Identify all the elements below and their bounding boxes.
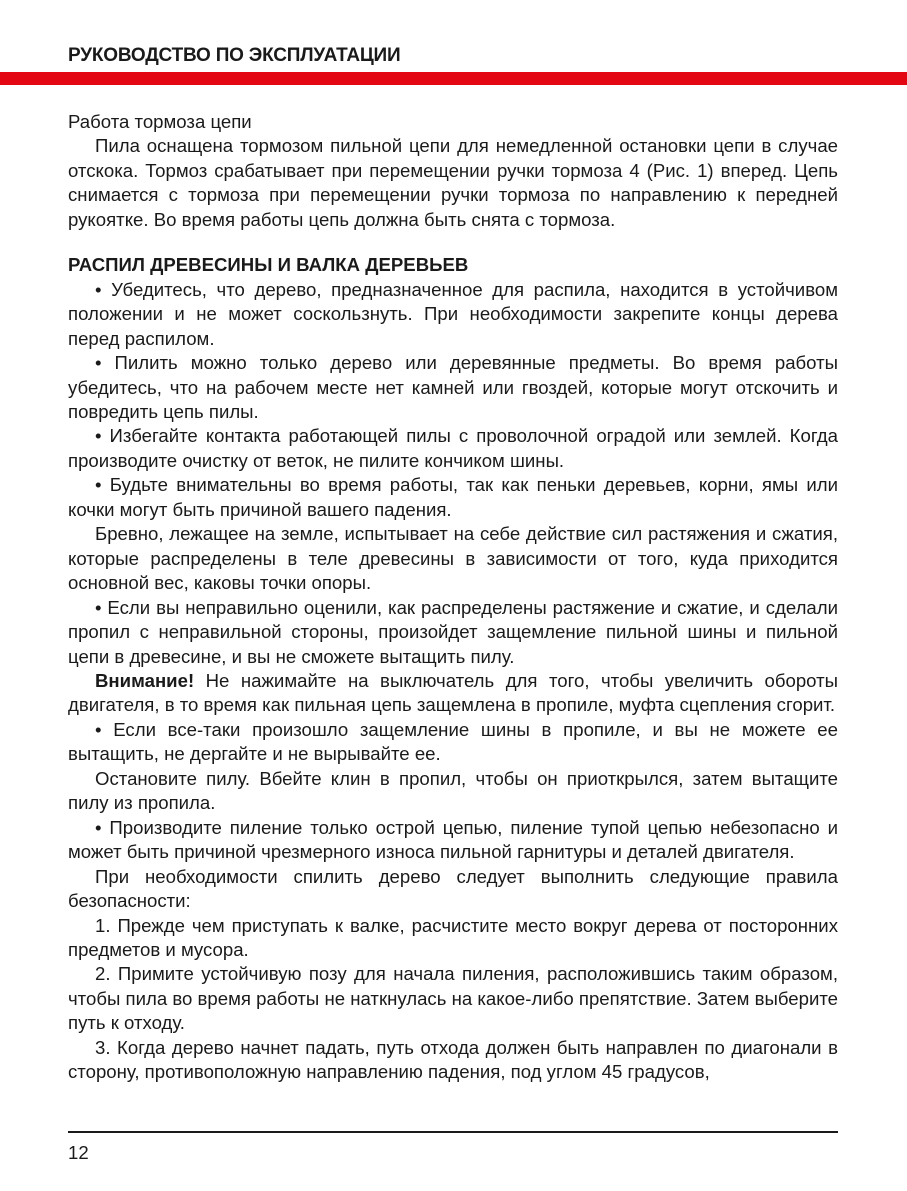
list-item: 3. Когда дерево начнет падать, путь отхода должен быть направлен по диагонали в сторону, противоположную направлению падения, под углом 45 градусов, bbox=[68, 1036, 838, 1083]
warning-label: Внимание! bbox=[95, 669, 195, 691]
list-item: 1. Прежде чем приступать к валке, расчистите место вокруг дерева от посторонних предметов и мусора. bbox=[68, 914, 838, 960]
subsection-title: Работа тормоза цепи bbox=[68, 111, 252, 132]
paragraph: • Будьте внимательны во время работы, так как пеньки деревьев, корни, ямы или кочки могут быть причиной вашего падения. bbox=[68, 474, 838, 520]
paragraph: • Если все-таки произошло защемление шины в пропиле, и вы не можете ее вытащить, не дергайте и не вырывайте ее. bbox=[68, 718, 838, 765]
paragraph: • Если вы неправильно оценили, как распределены растяжение и сжатие, и сделали пропил с неправильной стороны, произойдет защемление пильной шины и пильной цепи в древесине, и вы не сможете вытащить пилу. bbox=[68, 596, 838, 667]
paragraph: Бревно, лежащее на земле, испытывает на себе действие сил растяжения и сжатия, которые распределены в теле древесины в зависимости от того, куда приходится основной вес, каковы точки опоры. bbox=[68, 523, 838, 594]
list-item: 2. Примите устойчивую позу для начала пиления, расположившись таким образом, чтобы пила во время работы не наткнулась на какое-либо препятствие. Затем выберите путь к отходу. bbox=[68, 963, 838, 1034]
paragraph: Пила оснащена тормозом пильной цепи для немедленной остановки цепи в случае отскока. Тормоз срабатывает при перемещении ручки тормоза 4 (Рис. 1) вперед. Цепь снимается с тормоза при перемещении ручки тормоза по направлению к передней рукоятке. Во время работы цепь должна быть снята с тормоза. bbox=[68, 135, 838, 230]
running-header: РУКОВОДСТВО ПО ЭКСПЛУАТАЦИИ bbox=[68, 45, 401, 66]
page-content bbox=[68, 110, 838, 1085]
paragraph: • Убедитесь, что дерево, предназначенное для распила, находится в устойчивом положении и не может соскользнуть. При необходимости закрепите концы дерева перед распилом. bbox=[68, 278, 838, 349]
page-number: 12 bbox=[68, 1142, 89, 1163]
paragraph: • Избегайте контакта работающей пилы с проволочной оградой или землей. Когда производите очистку от веток, не пилите кончиком шины. bbox=[68, 425, 838, 471]
paragraph: • Пилить можно только дерево или деревянные предметы. Во время работы убедитесь, что на рабочем месте нет камней или гвоздей, которые могут отскочить и повредить цепь пилы. bbox=[68, 352, 838, 422]
warning-text: Не нажимайте на выключатель для того, чтобы увеличить обороты двигателя, в то время как пильная цепь защемлена в пропиле, муфта сцепления сгорит. bbox=[68, 669, 838, 716]
paragraph: Остановите пилу. Вбейте клин в пропил, чтобы он приоткрылся, затем вытащите пилу из пропила. bbox=[68, 767, 838, 814]
header-red-bar bbox=[0, 72, 907, 85]
warning-paragraph bbox=[68, 669, 838, 718]
paragraph: • Производите пиление только острой цепью, пиление тупой цепью небезопасно и может быть причиной чрезмерного износа пильной гарнитуры и деталей двигателя. bbox=[68, 816, 838, 863]
section-heading: РАСПИЛ ДРЕВЕСИНЫ И ВАЛКА ДЕРЕВЬЕВ bbox=[68, 254, 469, 276]
paragraph: При необходимости спилить дерево следует выполнить следующие правила безопасности: bbox=[68, 865, 838, 912]
footer-rule bbox=[68, 1131, 838, 1133]
